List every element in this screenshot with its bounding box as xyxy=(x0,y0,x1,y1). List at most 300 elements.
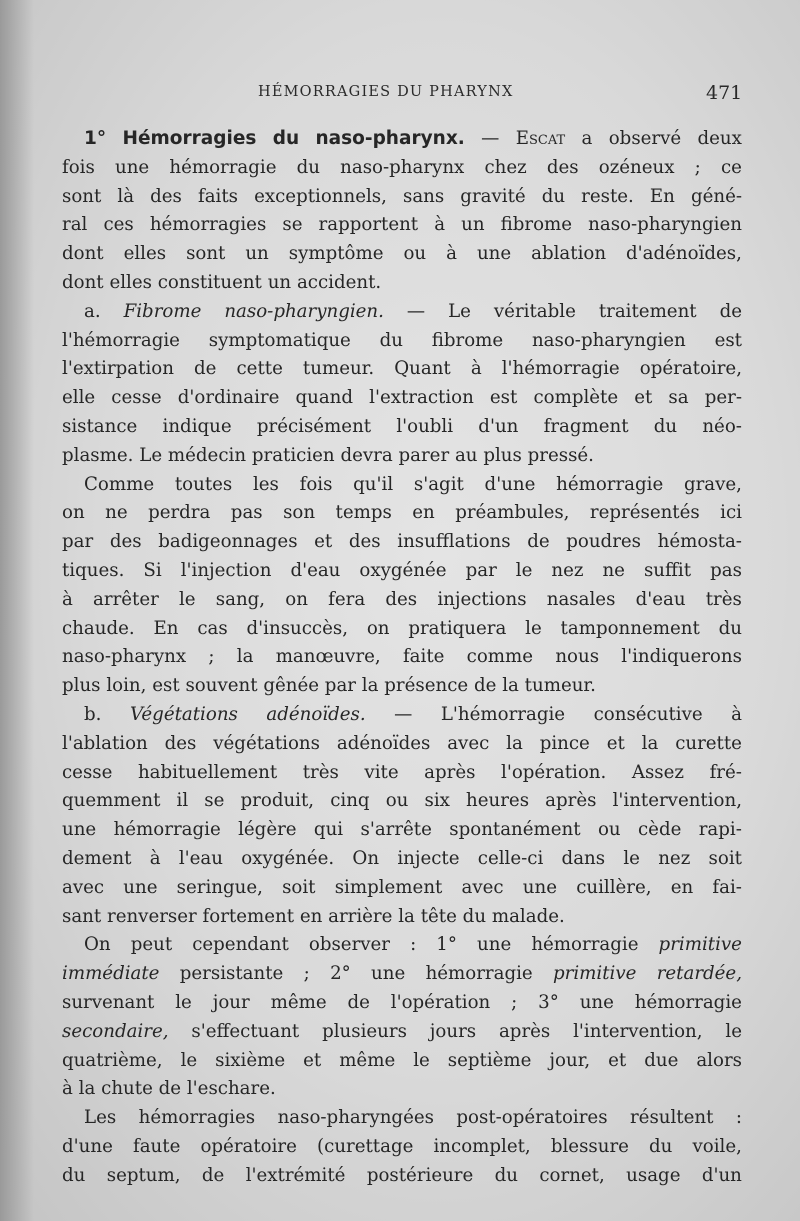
text-line xyxy=(62,816,742,845)
word: s'effectuant xyxy=(191,1020,300,1042)
word: d'insuccès, xyxy=(246,617,348,639)
word: des xyxy=(164,732,197,754)
word: cède xyxy=(638,819,682,841)
word: cesse xyxy=(111,387,162,409)
word: Fibrome xyxy=(123,300,202,322)
word: adénoïdes. xyxy=(266,703,366,725)
word: cette xyxy=(236,358,283,380)
text-line xyxy=(62,643,742,672)
word: du xyxy=(649,1135,673,1157)
word: se xyxy=(204,790,225,812)
word: fibrome xyxy=(500,214,573,236)
word: naso-pharyngien. xyxy=(224,300,384,322)
word: renverser xyxy=(107,905,197,927)
word: précisément xyxy=(256,415,372,437)
text-line xyxy=(62,384,742,413)
word: à xyxy=(434,214,446,236)
text-line xyxy=(62,759,742,788)
word: par xyxy=(324,675,356,697)
word: plusieurs xyxy=(322,1020,407,1042)
word: et xyxy=(634,387,653,409)
word: sant xyxy=(62,905,102,927)
word: septième xyxy=(447,1049,532,1071)
word: la xyxy=(398,905,415,927)
word: En xyxy=(649,185,675,207)
word: fera xyxy=(328,588,366,610)
word: parer xyxy=(398,444,450,466)
word: du xyxy=(541,185,566,207)
word: gênée xyxy=(263,675,319,697)
word: On xyxy=(352,847,380,869)
word: per- xyxy=(704,387,742,409)
text-line xyxy=(62,701,742,730)
word: fré- xyxy=(709,761,742,783)
text-line xyxy=(62,240,742,269)
word: en xyxy=(670,876,694,898)
word: végétations xyxy=(213,732,320,754)
text-line xyxy=(62,874,742,903)
word: hémorragie xyxy=(531,934,639,956)
word: à xyxy=(62,1078,73,1100)
text-line xyxy=(62,1104,742,1133)
word: comme xyxy=(466,646,534,668)
text-line xyxy=(62,499,742,528)
word: plasme. xyxy=(62,444,134,466)
word: l'injection xyxy=(180,559,272,581)
word: ozéneux xyxy=(598,156,675,178)
word: elles xyxy=(109,271,152,293)
word: et xyxy=(606,732,625,754)
word: la xyxy=(641,732,659,754)
word: ; xyxy=(303,963,310,985)
word: l'ablation xyxy=(62,732,148,754)
word: par xyxy=(62,531,94,553)
word: se xyxy=(282,214,303,236)
word: habituellement xyxy=(137,761,278,783)
word: ; xyxy=(694,156,701,178)
word: au xyxy=(454,444,478,466)
word: très xyxy=(705,588,742,610)
word: le xyxy=(515,559,533,581)
word: 1° xyxy=(436,934,457,956)
word: symptôme xyxy=(288,243,384,265)
text-line xyxy=(62,528,742,557)
word: dont xyxy=(62,243,104,265)
word: Escat xyxy=(515,128,566,149)
word: une xyxy=(476,243,512,265)
text-line xyxy=(62,931,742,960)
word: néo- xyxy=(702,415,742,437)
word: après xyxy=(498,1020,551,1042)
word: malade. xyxy=(491,905,565,927)
word: en xyxy=(412,502,435,524)
word: usage xyxy=(626,1164,681,1186)
word: gravité xyxy=(460,185,526,207)
word: des xyxy=(385,588,418,610)
word: du xyxy=(718,617,742,639)
word: son xyxy=(283,502,316,524)
text-line xyxy=(62,989,742,1018)
word: heures xyxy=(466,790,530,812)
word: le xyxy=(413,1049,430,1071)
word: rapi- xyxy=(698,819,742,841)
word: Assez xyxy=(631,761,684,783)
body-text xyxy=(62,125,742,1190)
word: badigeonnages xyxy=(158,531,298,553)
text-line xyxy=(62,1075,742,1104)
word: complète xyxy=(533,387,619,409)
word: l'opération xyxy=(390,991,491,1013)
word: à xyxy=(470,358,482,380)
word: arrière xyxy=(328,905,393,927)
word: d'eau xyxy=(290,559,341,581)
word: le xyxy=(623,847,640,869)
word: la xyxy=(361,675,379,697)
word: naso-pharynx xyxy=(62,646,187,668)
word: d'un xyxy=(478,415,519,437)
word: fai- xyxy=(712,876,742,898)
word: la xyxy=(506,732,523,754)
word: traitement xyxy=(598,300,697,322)
word: plus xyxy=(483,444,522,466)
word: elles xyxy=(123,243,167,265)
word: nasales xyxy=(546,588,616,610)
word: reste. xyxy=(581,185,634,207)
word: d'eau xyxy=(635,588,686,610)
word: cornet, xyxy=(539,1164,605,1186)
word: constituent xyxy=(157,271,262,293)
word: — xyxy=(394,703,413,725)
word: tumeur. xyxy=(524,675,596,697)
word: celle-ci xyxy=(477,847,544,869)
word: ce xyxy=(720,156,742,178)
word: 3° xyxy=(538,991,559,1013)
word: toutes xyxy=(174,473,233,495)
text-line xyxy=(62,787,742,816)
word: cuillère, xyxy=(576,876,652,898)
text-line xyxy=(62,125,742,154)
word: deux xyxy=(697,128,742,149)
word: pince xyxy=(539,732,590,754)
word: elle xyxy=(62,387,96,409)
word: une xyxy=(477,934,512,956)
word: primitive xyxy=(658,934,742,956)
word: naso-pharyngien xyxy=(588,214,742,236)
word: l'eau xyxy=(178,847,223,869)
word: temps xyxy=(335,502,392,524)
word: injecte xyxy=(397,847,460,869)
word: observer xyxy=(308,934,390,956)
word: le xyxy=(525,617,542,639)
word: l'hémorragie xyxy=(62,329,180,351)
word: insufflations xyxy=(397,531,511,553)
word: qu'il xyxy=(353,473,394,495)
word: praticien xyxy=(251,444,335,466)
word: de xyxy=(347,991,370,1013)
text-line xyxy=(62,442,742,471)
word: rapportent xyxy=(318,214,419,236)
word: curette xyxy=(675,732,742,754)
word: jour xyxy=(212,991,250,1013)
word: a xyxy=(581,128,593,149)
word: est xyxy=(152,675,180,697)
word: chaude. xyxy=(62,617,135,639)
word: même xyxy=(270,991,327,1013)
word: une xyxy=(522,876,557,898)
text-line xyxy=(62,615,742,644)
word: seringue, xyxy=(176,876,263,898)
word: s'arrête xyxy=(360,819,432,841)
word: plus xyxy=(62,675,101,697)
word: géné- xyxy=(690,185,742,207)
word: due xyxy=(644,1049,679,1071)
word: des xyxy=(348,531,381,553)
word: tumeur. xyxy=(302,358,375,380)
word: on xyxy=(285,588,308,610)
word: l'intervention, xyxy=(612,790,742,812)
word: survenant xyxy=(62,991,155,1013)
word: qui xyxy=(313,819,344,841)
word: et xyxy=(608,1049,627,1071)
text-line xyxy=(62,672,742,701)
word: 1° xyxy=(84,128,107,149)
word: à xyxy=(149,847,161,869)
word: produit, xyxy=(240,790,315,812)
word: à xyxy=(446,243,457,265)
word: persistante xyxy=(179,963,284,985)
word: Si xyxy=(143,559,162,581)
word: médecin xyxy=(167,444,247,466)
word: soit xyxy=(708,847,742,869)
word: soit xyxy=(282,876,316,898)
word: ; xyxy=(511,991,518,1013)
word: naso-pharyngien xyxy=(531,329,686,351)
word: véritable xyxy=(493,300,576,322)
word: l'hémorragie xyxy=(501,358,620,380)
word: post-opératoires xyxy=(456,1107,608,1129)
text-line xyxy=(62,471,742,500)
word: d'adénoïdes, xyxy=(626,243,742,265)
word: faute xyxy=(132,1135,181,1157)
word: En xyxy=(153,617,179,639)
word: quemment xyxy=(62,790,161,812)
word: le xyxy=(178,588,196,610)
word: fibrome xyxy=(431,329,504,351)
text-line xyxy=(62,1162,742,1191)
word: vite xyxy=(364,761,399,783)
word: l'indiquerons xyxy=(621,646,742,668)
word: du xyxy=(462,905,487,927)
word: dont xyxy=(62,271,104,293)
word: un xyxy=(461,214,485,236)
word: naso-pharynx. xyxy=(315,128,465,149)
word: sistance xyxy=(62,415,138,437)
word: il xyxy=(176,790,189,812)
word: fois xyxy=(62,156,95,178)
word: de xyxy=(719,300,742,322)
page-gutter-shadow xyxy=(0,0,34,1221)
word: sont xyxy=(186,243,226,265)
word: ici xyxy=(720,502,742,524)
word: une xyxy=(115,156,150,178)
word: une xyxy=(62,819,97,841)
word: Hémorragies xyxy=(122,128,257,149)
word: exceptionnels, xyxy=(254,185,387,207)
word: un xyxy=(245,243,269,265)
word: — xyxy=(406,300,426,322)
word: hémorragie xyxy=(425,963,533,985)
word: oxygénée. xyxy=(241,847,335,869)
word: L'hémorragie xyxy=(440,703,566,725)
word: hémorragie xyxy=(113,819,221,841)
word: chute xyxy=(101,1078,153,1100)
text-line xyxy=(62,413,742,442)
word: nez xyxy=(551,559,584,581)
word: d'une xyxy=(484,473,536,495)
word: l'opération. xyxy=(501,761,607,783)
word: cesse xyxy=(62,761,113,783)
word: après xyxy=(424,761,476,783)
word: perdra xyxy=(148,502,211,524)
word: dans xyxy=(561,847,606,869)
word: quatrième, xyxy=(62,1049,163,1071)
word: une xyxy=(371,963,406,985)
word: opératoire xyxy=(200,1135,297,1157)
word: symptomatique xyxy=(208,329,351,351)
word: manœuvre, xyxy=(275,646,381,668)
text-line xyxy=(62,183,742,212)
running-title: HÉMORRAGIES DU PHARYNX xyxy=(258,84,514,100)
word: on xyxy=(62,502,85,524)
text-line xyxy=(62,586,742,615)
word: ; xyxy=(208,646,215,668)
word: là xyxy=(117,185,135,207)
word: pas xyxy=(230,502,263,524)
word: injections xyxy=(437,588,527,610)
word: et xyxy=(303,1049,322,1071)
word: ral xyxy=(62,214,88,236)
word: d'un xyxy=(701,1164,742,1186)
word: jour, xyxy=(549,1049,591,1071)
word: spontanément xyxy=(449,819,581,841)
text-line xyxy=(62,1133,742,1162)
word: de xyxy=(194,358,217,380)
word: à xyxy=(62,588,73,610)
word: ou xyxy=(597,819,621,841)
word: le xyxy=(175,991,192,1013)
text-line xyxy=(62,269,742,298)
word: de xyxy=(158,1078,182,1100)
word: Le xyxy=(448,300,471,322)
word: la xyxy=(502,675,519,697)
word: sa xyxy=(668,387,689,409)
word: on xyxy=(366,617,390,639)
word: d'ordinaire xyxy=(177,387,280,409)
word: des xyxy=(150,185,182,207)
word: sixième xyxy=(215,1049,286,1071)
word: de xyxy=(527,531,550,553)
word: peut xyxy=(130,934,173,956)
word: et xyxy=(314,531,333,553)
word: un xyxy=(267,271,292,293)
word: la xyxy=(78,1078,96,1100)
word: pas xyxy=(710,559,742,581)
word: septum, xyxy=(106,1164,181,1186)
word: le xyxy=(180,1049,198,1071)
word: observé xyxy=(608,128,682,149)
word: 2° xyxy=(330,963,351,985)
word: incomplet, xyxy=(433,1135,531,1157)
word: indique xyxy=(162,415,232,437)
word: grave, xyxy=(683,473,742,495)
word: quand xyxy=(295,387,354,409)
text-line xyxy=(62,960,742,989)
word: Les xyxy=(84,1107,117,1129)
word: jours xyxy=(429,1020,477,1042)
word: faits xyxy=(197,185,239,207)
word: du xyxy=(379,329,403,351)
word: a. xyxy=(84,300,101,322)
word: une xyxy=(123,876,158,898)
word: primitive xyxy=(553,963,637,985)
word: hémorragies xyxy=(138,1107,256,1129)
word: Quant xyxy=(394,358,451,380)
word: une xyxy=(579,991,614,1013)
word: préambules, xyxy=(455,502,570,524)
word: fois xyxy=(299,473,333,495)
word: l'eschare. xyxy=(186,1078,276,1100)
word: avec xyxy=(62,876,105,898)
word: l'oubli xyxy=(396,415,454,437)
word: cependant xyxy=(192,934,289,956)
word: fragment xyxy=(543,415,629,437)
word: Végétations xyxy=(129,703,238,725)
word: naso-pharynx xyxy=(340,156,465,178)
word: de xyxy=(473,675,497,697)
word: simplement xyxy=(334,876,443,898)
word: postérieure xyxy=(366,1164,474,1186)
word: tamponnement xyxy=(560,617,700,639)
text-line xyxy=(62,845,742,874)
word: des xyxy=(546,156,579,178)
word: suffit xyxy=(643,559,692,581)
word: — xyxy=(481,128,500,149)
word: devra xyxy=(340,444,393,466)
word: b. xyxy=(84,703,102,725)
word: : xyxy=(735,1107,742,1129)
page-header xyxy=(0,84,800,110)
text-line xyxy=(62,355,742,384)
word: consécutive xyxy=(593,703,703,725)
word: souvent xyxy=(185,675,258,697)
word: les xyxy=(252,473,279,495)
word: voile, xyxy=(692,1135,742,1157)
page-number: 471 xyxy=(706,82,743,104)
word: du xyxy=(272,128,300,149)
word: très xyxy=(302,761,339,783)
word: avec xyxy=(447,732,490,754)
word: nous xyxy=(555,646,600,668)
word: immédiate xyxy=(62,963,160,985)
word: ces xyxy=(103,214,134,236)
word: retardée, xyxy=(656,963,742,985)
word: du xyxy=(494,1164,518,1186)
word: cas xyxy=(197,617,228,639)
word: ou xyxy=(385,790,409,812)
word: s'agit xyxy=(413,473,464,495)
word: Comme xyxy=(84,473,155,495)
word: présence xyxy=(384,675,469,697)
